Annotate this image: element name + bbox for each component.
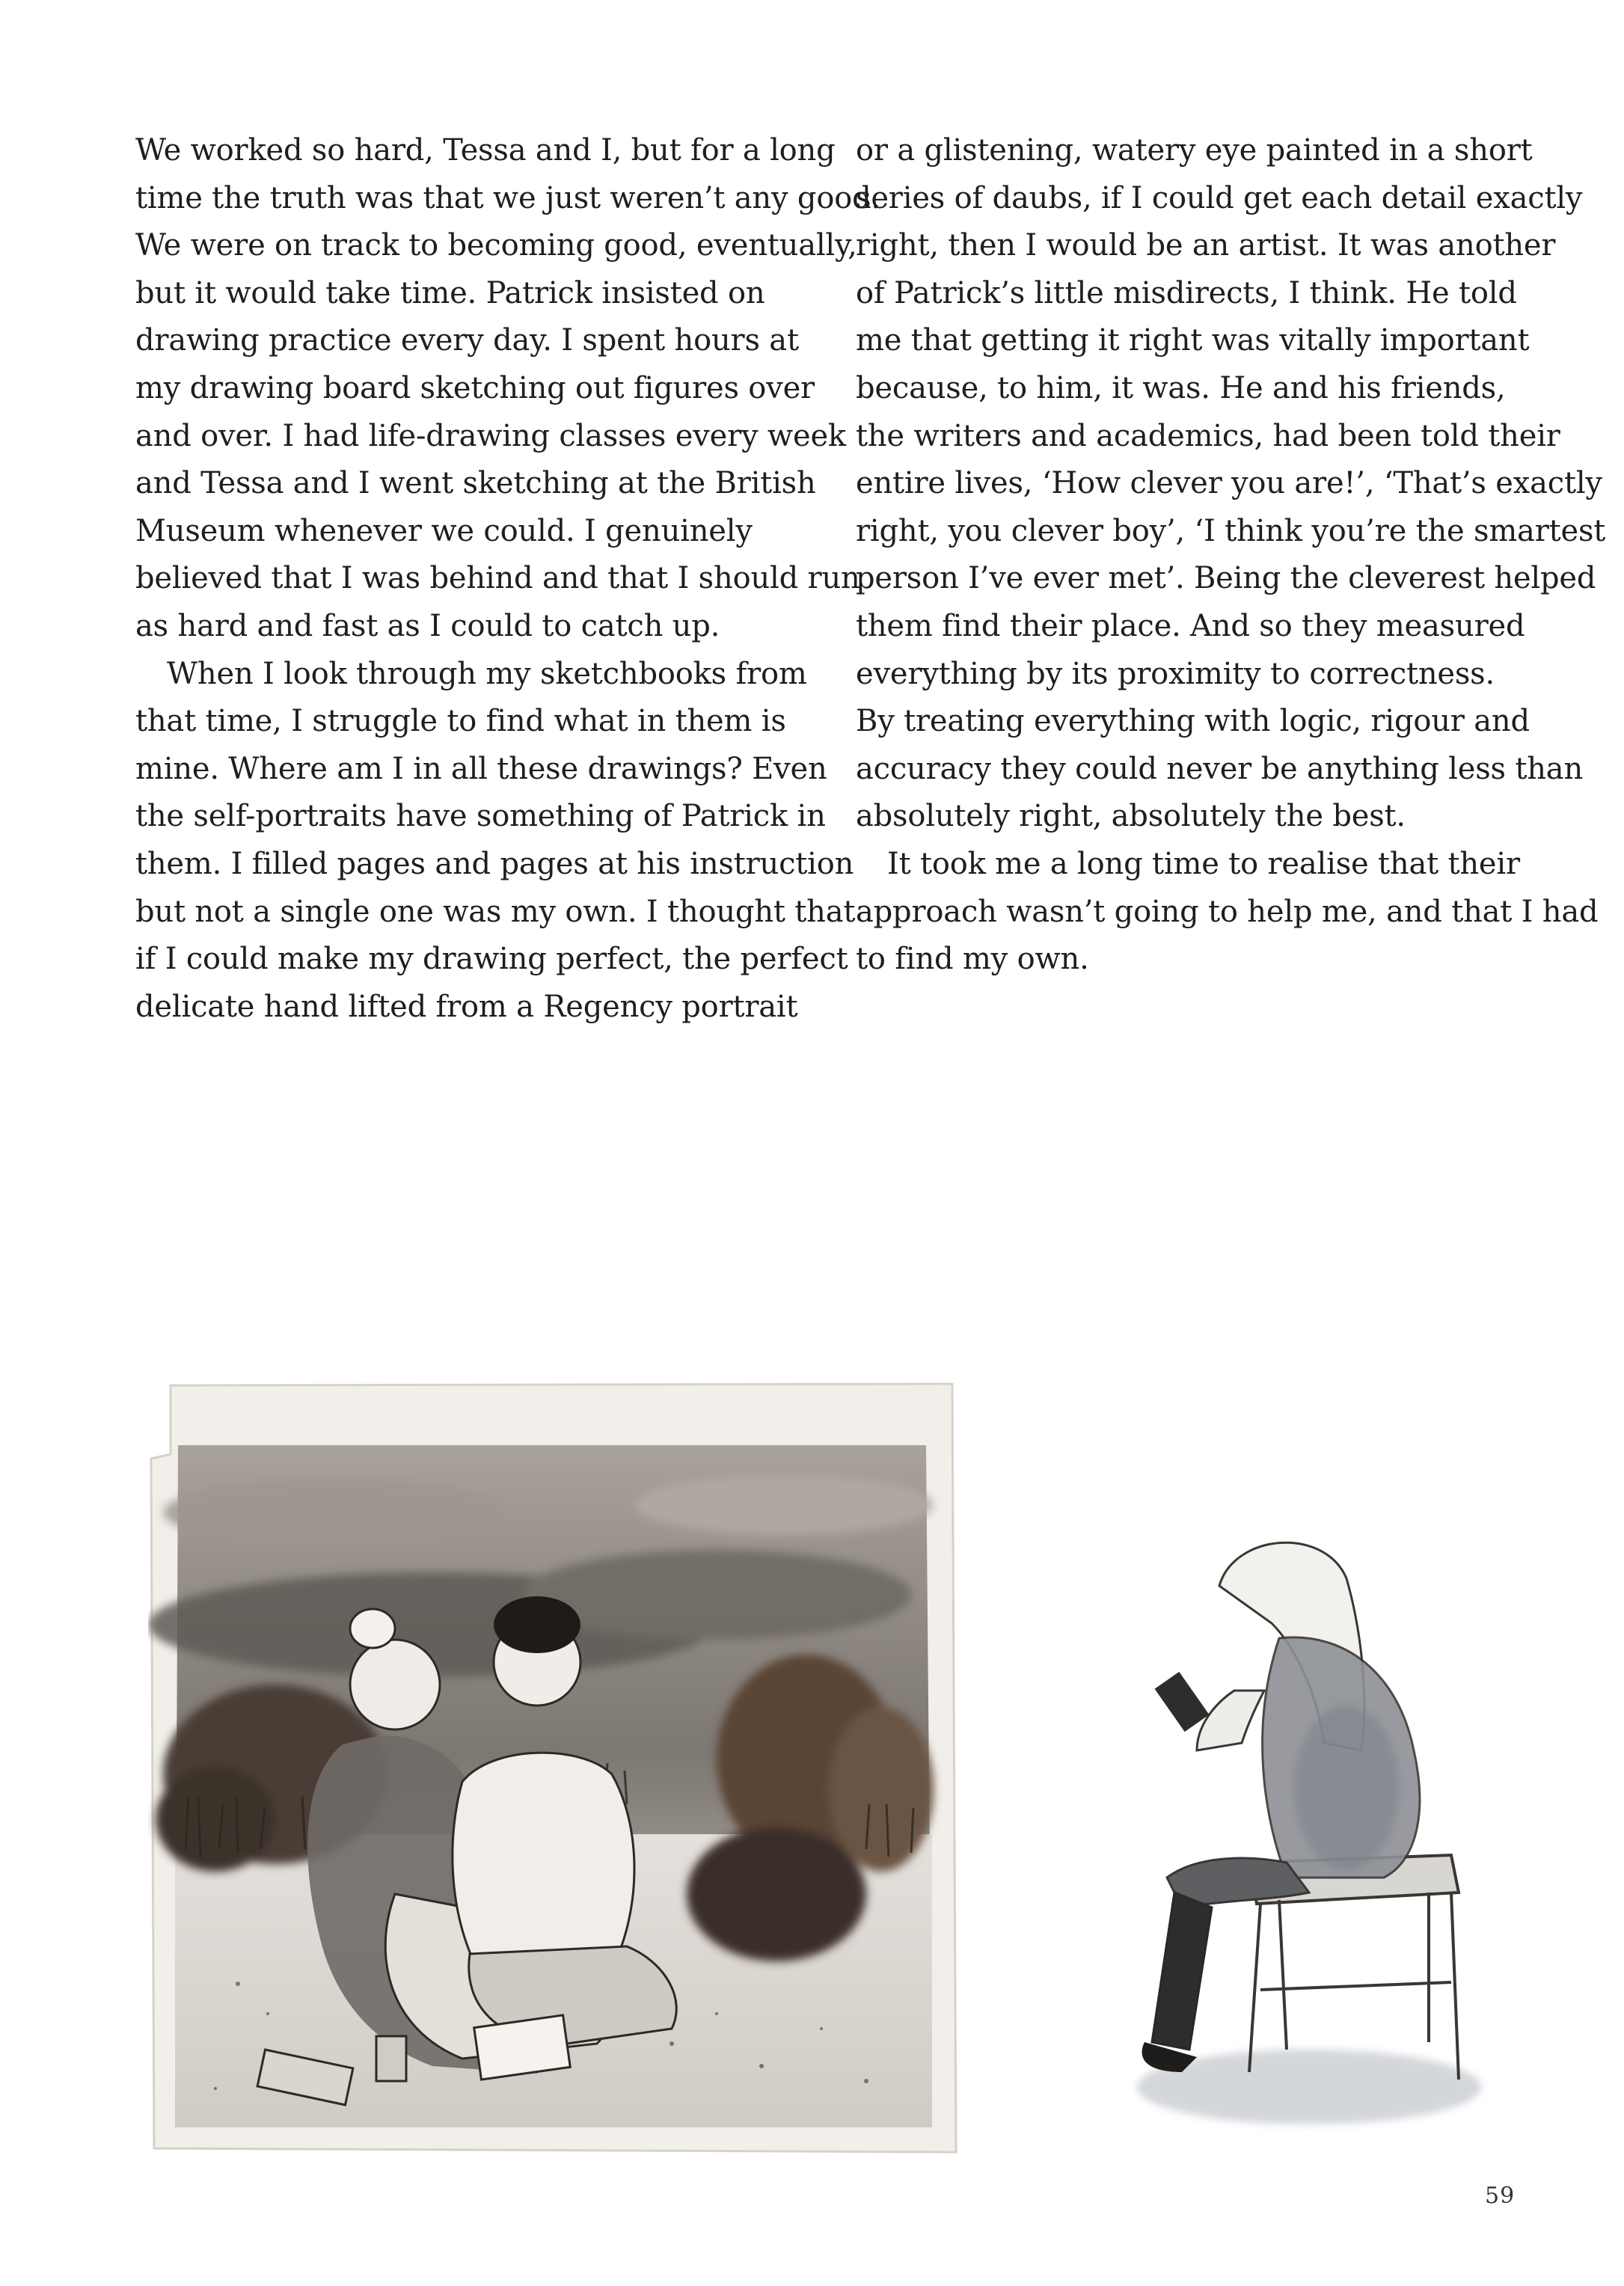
text-line: We were on track to becoming good, eventually, [135,228,857,263]
text-line: them find their place. And so they measured [856,608,1525,643]
text-line: if I could make my drawing perfect, the perfect [135,942,848,977]
text-column-left [135,127,881,1031]
text-line: believed that I was behind and that I should run [135,561,860,596]
text-line: as hard and fast as I could to catch up. [135,608,720,643]
page-number: 59 [1485,2183,1516,2209]
text-line: them. I filled pages and pages at his instruction [135,846,854,881]
text-line: right, you clever boy’, ‘I think you’re the smartest [856,513,1606,548]
text-line: time the truth was that we just weren’t any good. [135,180,881,215]
text-line: right, then I would be an artist. It was another [856,228,1556,263]
text-line: approach wasn’t going to help me, and that I had [856,894,1599,929]
text-line: person I’ve ever met’. Being the cleverest helped [856,561,1596,596]
text-line: It took me a long time to realise that their [887,846,1520,881]
text-line: entire lives, ‘How clever you are!’, ‘That’s exactly [856,466,1602,501]
text-line: of Patrick’s little misdirects, I think. He told [856,275,1517,310]
sketchbook [474,2015,571,2080]
text-line: but not a single one was my own. I thought that [135,894,856,929]
painting-two-figures-sketching [148,1370,963,2163]
text-column-right [856,127,1606,984]
text-line: me that getting it right was vitally important [856,323,1530,358]
text-line: We worked so hard, Tessa and I, but for a long [135,133,836,168]
text-line: drawing practice every day. I spent hours at [135,323,799,358]
text-line: Museum whenever we could. I genuinely [135,513,753,548]
text-line: because, to him, it was. He and his friends, [856,370,1506,405]
text-line: but it would take time. Patrick insisted on [135,275,765,310]
text-line: When I look through my sketchbooks from [167,656,807,691]
small-notebook [1155,1672,1210,1732]
text-line: By treating everything with logic, rigour and [856,704,1530,739]
text-line: and over. I had life-drawing classes every week [135,418,846,453]
water-cup [376,2036,406,2081]
text-line: accuracy they could never be anything less than [856,751,1584,786]
text-line: the self-portraits have something of Patrick in [135,799,826,834]
text-line: that time, I struggle to find what in them is [135,704,786,739]
sketch-figure-on-stool [1100,1504,1548,2147]
text-line: my drawing board sketching out figures over [135,370,815,405]
text-line: and Tessa and I went sketching at the British [135,466,816,501]
text-line: mine. Where am I in all these drawings? Even [135,751,827,786]
text-line: everything by its proximity to correctness. [856,656,1495,691]
text-line: or a glistening, watery eye painted in a short [856,133,1533,168]
text-line: the writers and academics, had been told their [856,418,1560,453]
text-line: absolutely right, absolutely the best. [856,799,1406,834]
text-line: delicate hand lifted from a Regency portrait [135,989,798,1024]
text-line: series of daubs, if I could get each detail exactly [856,180,1583,215]
text-line: to find my own. [856,942,1089,977]
